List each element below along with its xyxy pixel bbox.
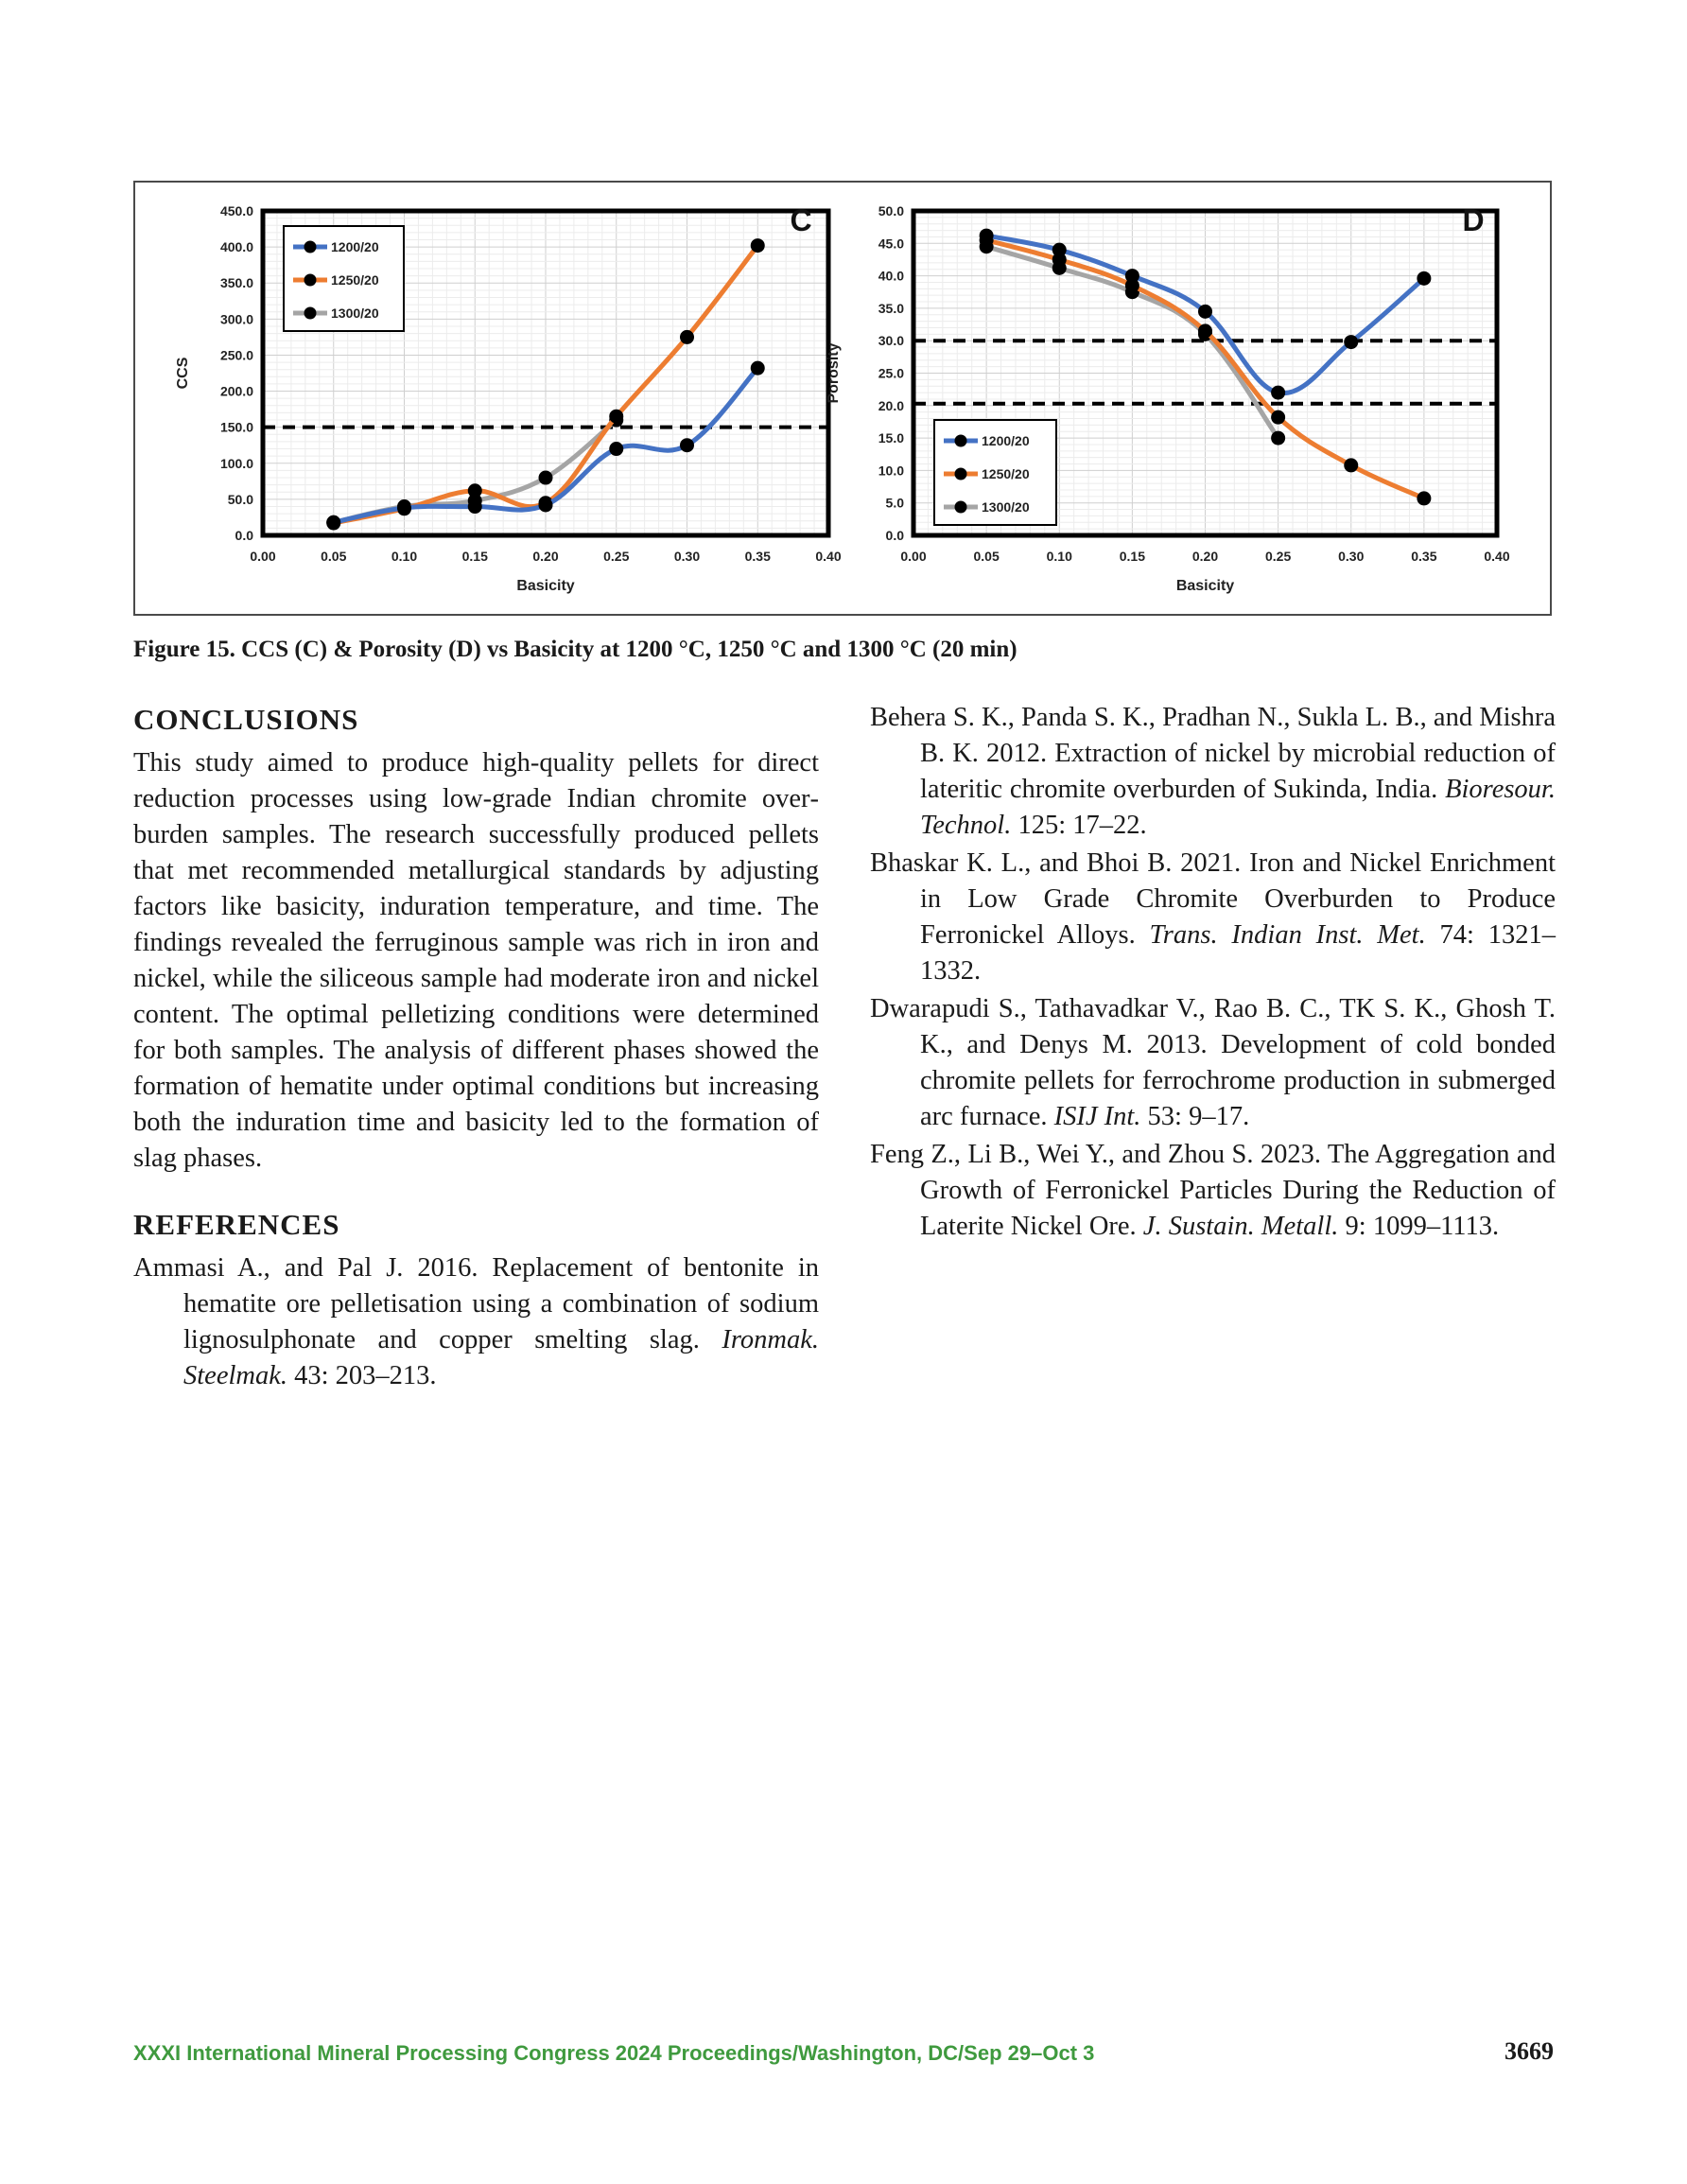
- data-point: [1052, 243, 1067, 257]
- chart-panel-C: [175, 203, 842, 594]
- y-tick-label: 200.0: [219, 383, 253, 399]
- x-tick-label: 0.40: [1484, 549, 1510, 564]
- legend-entry: 1300/20: [982, 499, 1030, 515]
- y-tick-label: 5.0: [885, 495, 904, 511]
- chart-panel-D: [826, 203, 1510, 594]
- reference-journal: J. Sustain. Metall.: [1142, 1212, 1339, 1241]
- conclusions-body: This study aimed to produce high-quality pellets for direct reduction processes using low-grade Indian chromite overburden samples. The research successfully produced pellets that met recommended metallurgical standards by adjusting factors like basicity, induration temperature, and time. The findings revealed the ferruginous sample was rich in iron and nickel, while the siliceous sample had moderate iron and nickel content. The optimal pelletizing conditions were determined for both samples. The analysis of different phases showed the formation of hematite under optimal conditions but increasing both the induration time and basicity led to the formation of slag phases.: [133, 748, 819, 1173]
- legend-marker: [304, 307, 317, 320]
- data-point: [609, 442, 623, 456]
- y-tick-label: 350.0: [219, 275, 253, 291]
- legend: [934, 420, 1056, 525]
- data-point: [1125, 269, 1139, 283]
- legend-entry: 1250/20: [331, 272, 379, 288]
- y-tick-label: 150.0: [219, 419, 253, 435]
- legend-entry: 1200/20: [982, 433, 1030, 448]
- data-point: [751, 361, 765, 376]
- data-point: [1271, 386, 1285, 400]
- x-tick-label: 0.00: [900, 549, 927, 564]
- legend-marker: [304, 241, 317, 253]
- data-point: [1271, 431, 1285, 446]
- x-tick-label: 0.20: [532, 549, 559, 564]
- figure-caption: Figure 15. CCS (C) & Porosity (D) vs Basicity at 1200 °C, 1250 °C and 1300 °C (20 min): [133, 637, 1017, 662]
- y-tick-label: 25.0: [878, 365, 904, 381]
- y-axis-label: CCS: [175, 357, 191, 390]
- x-tick-label: 0.25: [603, 549, 630, 564]
- data-point: [980, 229, 994, 243]
- x-tick-label: 0.35: [1411, 549, 1437, 564]
- reference-volume: 53: 9–17.: [1140, 1102, 1250, 1131]
- data-point: [1344, 335, 1358, 349]
- data-point: [680, 438, 694, 452]
- left-column: [133, 700, 819, 1396]
- reference-item: [133, 1250, 819, 1394]
- footer-conference: XXXI International Mineral Processing Congress 2024 Proceedings/Washington, DC/Sep 29–Oct 3: [133, 2041, 1095, 2065]
- data-point: [539, 471, 553, 485]
- x-tick-label: 0.40: [815, 549, 842, 564]
- data-point: [1417, 271, 1431, 286]
- x-axis-label: Basicity: [1175, 578, 1235, 594]
- x-tick-label: 0.35: [744, 549, 771, 564]
- x-tick-label: 0.30: [673, 549, 701, 564]
- data-point: [468, 499, 482, 514]
- reference-journal: ISIJ Int.: [1053, 1102, 1141, 1131]
- legend-entry: 1300/20: [331, 306, 379, 321]
- data-point: [326, 515, 340, 530]
- right-column: [870, 700, 1556, 1247]
- x-tick-label: 0.10: [391, 549, 418, 564]
- data-point: [680, 330, 694, 344]
- reference-volume: 43: 203–213.: [287, 1361, 437, 1390]
- legend: [284, 226, 404, 331]
- y-tick-label: 15.0: [878, 430, 904, 446]
- y-tick-label: 50.0: [227, 491, 253, 507]
- legend-marker: [304, 274, 317, 287]
- y-axis-label: Porosity: [826, 342, 842, 404]
- y-tick-label: 10.0: [878, 463, 904, 479]
- y-tick-label: 20.0: [878, 397, 904, 413]
- reference-volume: 74: 1321–1332.: [920, 920, 1556, 986]
- y-tick-label: 30.0: [878, 333, 904, 349]
- figure-15: [133, 181, 1552, 616]
- reference-item: [870, 700, 1556, 844]
- y-tick-label: 0.0: [235, 528, 253, 543]
- x-tick-label: 0.10: [1046, 549, 1072, 564]
- x-tick-label: 0.15: [1119, 549, 1145, 564]
- y-tick-label: 250.0: [219, 347, 253, 363]
- reference-text: Dwarapudi S., Tathavadkar V., Rao B. C., TK S. K., Ghosh T. K., and Denys M. 2013. Development of cold bonded chromite pellets for ferrochrome production in submerged arc furnace.: [870, 994, 1556, 1131]
- legend-marker: [955, 501, 967, 514]
- data-point: [1271, 411, 1285, 425]
- y-tick-label: 400.0: [219, 239, 253, 255]
- y-tick-label: 300.0: [219, 311, 253, 327]
- data-point: [468, 483, 482, 498]
- y-tick-label: 40.0: [878, 268, 904, 284]
- data-point: [1198, 305, 1212, 319]
- legend-marker: [955, 435, 967, 447]
- reference-volume: 9: 1099–1113.: [1338, 1212, 1500, 1241]
- data-point: [1344, 458, 1358, 472]
- data-point: [397, 501, 411, 515]
- x-axis-label: Basicity: [516, 578, 575, 594]
- references-heading: REFERENCES: [133, 1208, 340, 1241]
- reference-item: [870, 1137, 1556, 1245]
- x-tick-label: 0.25: [1265, 549, 1292, 564]
- data-point: [609, 410, 623, 424]
- reference-item: [870, 846, 1556, 989]
- reference-journal: Bioresour. Technol.: [920, 775, 1556, 840]
- x-tick-label: 0.30: [1338, 549, 1365, 564]
- y-tick-label: 100.0: [219, 455, 253, 471]
- y-tick-label: 45.0: [878, 236, 904, 252]
- reference-journal: Ironmak. Steelmak.: [183, 1325, 819, 1390]
- reference-text: Bhaskar K. L., and Bhoi B. 2021. Iron and Nickel Enrichment in Low Grade Chromite Overburden to Produce Ferronickel Alloys.: [870, 848, 1556, 950]
- y-tick-label: 35.0: [878, 300, 904, 316]
- data-point: [539, 498, 553, 512]
- legend-entry: 1200/20: [331, 239, 379, 254]
- legend-entry: 1250/20: [982, 466, 1030, 481]
- reference-text: Behera S. K., Panda S. K., Pradhan N., Sukla L. B., and Mishra B. K. 2012. Extraction of nickel by microbial reduction of lateritic chromite overburden of Sukinda, India.: [870, 703, 1556, 804]
- reference-text: Feng Z., Li B., Wei Y., and Zhou S. 2023. The Aggregation and Growth of Ferronickel Particles During the Reduction of Laterite Nickel Ore.: [870, 1140, 1556, 1241]
- data-point: [1417, 491, 1431, 505]
- x-tick-label: 0.00: [250, 549, 276, 564]
- y-tick-label: 50.0: [878, 203, 904, 218]
- y-tick-label: 0.0: [885, 528, 904, 543]
- figure-charts: [135, 183, 1550, 614]
- x-tick-label: 0.05: [321, 549, 347, 564]
- legend-marker: [955, 468, 967, 480]
- data-point: [751, 238, 765, 253]
- page-number: 3669: [1504, 2037, 1554, 2065]
- conclusions-heading: CONCLUSIONS: [133, 703, 359, 736]
- x-tick-label: 0.05: [973, 549, 1000, 564]
- reference-journal: Trans. Indian Inst. Met.: [1149, 920, 1426, 950]
- data-point: [1198, 323, 1212, 338]
- y-tick-label: 450.0: [219, 203, 253, 218]
- panel-label: D: [1462, 203, 1485, 237]
- x-tick-label: 0.15: [461, 549, 488, 564]
- panel-label: C: [790, 203, 812, 237]
- reference-item: [870, 991, 1556, 1135]
- x-tick-label: 0.20: [1191, 549, 1219, 564]
- reference-volume: 125: 17–22.: [1011, 811, 1147, 840]
- reference-text: Ammasi A., and Pal J. 2016. Replacement of bentonite in hematite ore pelletisation using a combination of sodium lignosulphonate and copper smelting slag.: [133, 1253, 819, 1354]
